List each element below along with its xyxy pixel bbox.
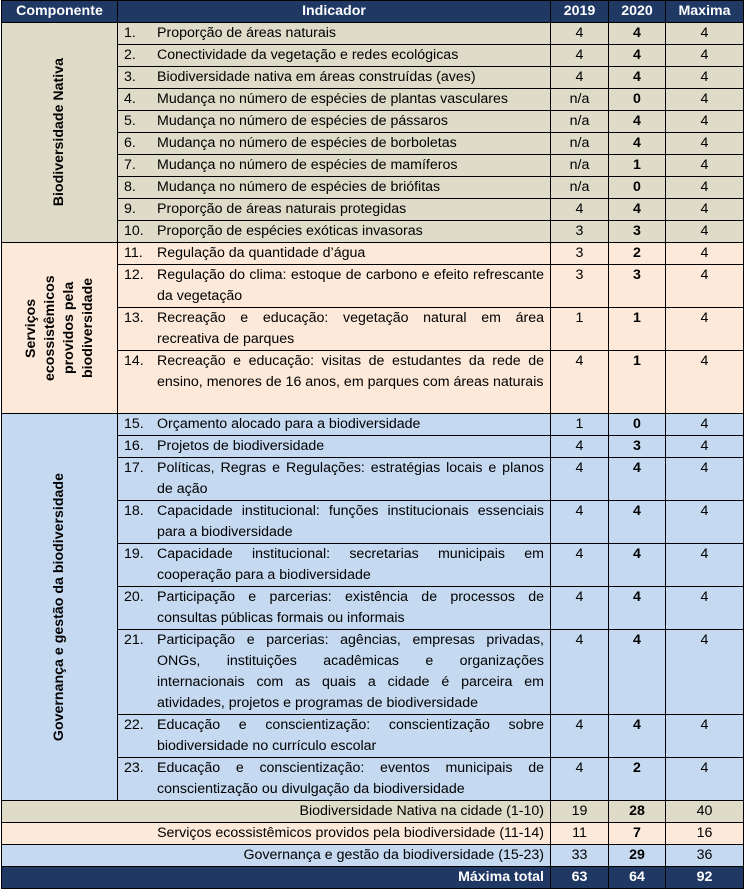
indicator-cell	[118, 308, 551, 351]
indicator-number: 18.	[124, 503, 144, 519]
indicator-text: Projetos de biodiversidade	[157, 438, 325, 454]
indicator-number: 23.	[124, 760, 144, 776]
indicator-number: 6.	[124, 135, 136, 151]
value-2019: 4	[551, 67, 609, 89]
indicator-cell	[118, 243, 551, 265]
value-2020: 4	[609, 544, 666, 587]
header-componente: Componente	[2, 1, 118, 23]
summary-2020: 28	[609, 801, 666, 823]
indicator-text: Mudança no número de espécies de plantas vasculares	[157, 91, 508, 107]
indicator-number: 15.	[124, 416, 144, 432]
indicator-cell	[118, 155, 551, 177]
indicator-number: 16.	[124, 438, 144, 454]
summary-row	[2, 823, 744, 845]
value-maxima: 4	[666, 23, 744, 45]
summary-maxima: 40	[666, 801, 744, 823]
indicator-number: 10.	[124, 223, 144, 239]
value-2019: 4	[551, 436, 609, 458]
indicator-number: 3.	[124, 69, 136, 85]
value-maxima: 4	[666, 177, 744, 199]
indicator-cell	[118, 133, 551, 155]
value-2020: 4	[609, 458, 666, 501]
value-2019: 4	[551, 630, 609, 715]
indicator-number: 17.	[124, 460, 144, 476]
summary-2019: 19	[551, 801, 609, 823]
component-label: Governança e gestão da biodiversidade	[51, 472, 67, 742]
value-2020: 4	[609, 111, 666, 133]
indicator-text: Orçamento alocado para a biodiversidade	[157, 416, 421, 432]
value-2019: 4	[551, 199, 609, 221]
value-maxima: 4	[666, 351, 744, 414]
value-maxima: 4	[666, 630, 744, 715]
indicator-number: 12.	[124, 267, 144, 283]
indicator-text: Biodiversidade nativa em áreas construídas (aves)	[157, 69, 476, 85]
indicator-cell	[118, 501, 551, 544]
indicator-cell	[118, 630, 551, 715]
value-2019: 4	[551, 544, 609, 587]
indicator-cell	[118, 587, 551, 630]
indicator-text: Mudança no número de espécies de mamíferos	[157, 157, 458, 173]
component-label: Biodiversidade Nativa	[51, 58, 67, 207]
summary-2019: 11	[551, 823, 609, 845]
indicator-number: 14.	[124, 353, 144, 369]
indicator-cell	[118, 221, 551, 243]
component-cell	[2, 414, 118, 801]
value-maxima: 4	[666, 436, 744, 458]
value-maxima: 4	[666, 265, 744, 308]
value-maxima: 4	[666, 199, 744, 221]
summary-label: Serviços ecossistêmicos providos pela biodiversidade (11-14)	[2, 823, 551, 845]
indicator-number: 20.	[124, 589, 144, 605]
value-2020: 1	[609, 155, 666, 177]
value-2019: 3	[551, 243, 609, 265]
header-maxima: Maxima	[666, 1, 744, 23]
value-maxima: 4	[666, 89, 744, 111]
indicator-cell	[118, 351, 551, 414]
value-2019: 4	[551, 587, 609, 630]
indicator-text: Regulação do clima: estoque de carbono e efeito refrescante da vegetação	[157, 267, 544, 304]
value-2020: 0	[609, 89, 666, 111]
indicator-number: 21.	[124, 632, 144, 648]
summary-2019: 33	[551, 845, 609, 867]
indicator-text: Políticas, Regras e Regulações: estratégias locais e planos de ação	[157, 460, 544, 497]
indicator-text: Recreação e educação: vegetação natural em área recreativa de parques	[157, 310, 544, 347]
value-2019: 4	[551, 758, 609, 801]
total-2020: 64	[609, 867, 666, 889]
table-row	[2, 23, 744, 45]
summary-row	[2, 845, 744, 867]
component-label: Serviços ecossistêmicos providos pela biodiversidade	[22, 275, 96, 381]
value-2020: 4	[609, 133, 666, 155]
indicator-text: Educação e conscientização: conscientização sobre biodiversidade no currículo escolar	[157, 717, 544, 754]
summary-2020: 29	[609, 845, 666, 867]
value-2020: 3	[609, 436, 666, 458]
summary-maxima: 36	[666, 845, 744, 867]
indicator-text: Educação e conscientização: eventos municipais de conscientização ou divulgação da biodiversidade	[157, 760, 544, 797]
value-2020: 3	[609, 265, 666, 308]
value-2019: 3	[551, 265, 609, 308]
value-maxima: 4	[666, 308, 744, 351]
summary-label: Biodiversidade Nativa na cidade (1-10)	[2, 801, 551, 823]
total-label: Máxima total	[2, 867, 551, 889]
header-2019: 2019	[551, 1, 609, 23]
indicator-cell	[118, 544, 551, 587]
summary-row	[2, 801, 744, 823]
indicator-text: Participação e parcerias: agências, empresas privadas, ONGs, instituições acadêmicas e organizações internacionais com as quais a cidade é parceira em atividades, projetos e programas de biodiversidade	[157, 632, 544, 711]
value-maxima: 4	[666, 544, 744, 587]
value-2019: n/a	[551, 155, 609, 177]
indicator-cell	[118, 265, 551, 308]
indicator-text: Proporção de áreas naturais	[157, 25, 337, 41]
value-2019: 4	[551, 715, 609, 758]
value-2020: 1	[609, 308, 666, 351]
indicator-text: Capacidade institucional: funções institucionais essenciais para a biodiversidade	[157, 503, 544, 540]
summary-maxima: 16	[666, 823, 744, 845]
value-2019: 1	[551, 308, 609, 351]
value-2020: 4	[609, 45, 666, 67]
indicator-text: Mudança no número de espécies de borboletas	[157, 135, 457, 151]
indicator-number: 2.	[124, 47, 136, 63]
indicator-cell	[118, 414, 551, 436]
value-2019: 1	[551, 414, 609, 436]
indicator-text: Regulação da quantidade d’água	[157, 245, 366, 261]
value-maxima: 4	[666, 111, 744, 133]
value-2019: 4	[551, 458, 609, 501]
value-2019: n/a	[551, 111, 609, 133]
indicator-text: Proporção de espécies exóticas invasoras	[157, 223, 423, 239]
indicator-number: 11.	[124, 245, 143, 261]
indicator-cell	[118, 436, 551, 458]
value-2019: n/a	[551, 133, 609, 155]
indicator-cell	[118, 177, 551, 199]
value-2019: 4	[551, 45, 609, 67]
indicator-text: Mudança no número de espécies de pássaros	[157, 113, 449, 129]
indicator-number: 5.	[124, 113, 136, 129]
indicator-number: 4.	[124, 91, 136, 107]
value-2020: 1	[609, 351, 666, 414]
value-maxima: 4	[666, 458, 744, 501]
indicator-text: Mudança no número de espécies de briófitas	[157, 179, 441, 195]
value-maxima: 4	[666, 414, 744, 436]
value-maxima: 4	[666, 501, 744, 544]
summary-label: Governança e gestão da biodiversidade (15-23)	[2, 845, 551, 867]
header-indicador: Indicador	[118, 1, 551, 23]
value-2019: n/a	[551, 177, 609, 199]
header-2020: 2020	[609, 1, 666, 23]
value-2020: 2	[609, 243, 666, 265]
indicator-cell	[118, 89, 551, 111]
value-2020: 4	[609, 587, 666, 630]
indicator-cell	[118, 111, 551, 133]
value-2020: 2	[609, 758, 666, 801]
indicator-number: 8.	[124, 179, 136, 195]
indicator-number: 1.	[124, 25, 136, 41]
value-2020: 3	[609, 221, 666, 243]
indicator-text: Proporção de áreas naturais protegidas	[157, 201, 407, 217]
value-2019: n/a	[551, 89, 609, 111]
value-maxima: 4	[666, 715, 744, 758]
value-2020: 4	[609, 23, 666, 45]
component-cell	[2, 23, 118, 243]
value-maxima: 4	[666, 155, 744, 177]
total-maxima: 92	[666, 867, 744, 889]
value-maxima: 4	[666, 133, 744, 155]
total-row	[2, 867, 744, 889]
indicator-cell	[118, 199, 551, 221]
indicator-text: Participação e parcerias: existência de processos de consultas públicas formais ou informais	[157, 589, 544, 626]
total-2019: 63	[551, 867, 609, 889]
summary-2020: 7	[609, 823, 666, 845]
indicator-number: 7.	[124, 157, 136, 173]
table-row	[2, 243, 744, 265]
value-maxima: 4	[666, 221, 744, 243]
value-2020: 4	[609, 630, 666, 715]
value-maxima: 4	[666, 67, 744, 89]
value-maxima: 4	[666, 758, 744, 801]
value-2020: 0	[609, 414, 666, 436]
table-row	[2, 414, 744, 436]
indicator-number: 13.	[124, 310, 144, 326]
indicator-number: 19.	[124, 546, 144, 562]
value-maxima: 4	[666, 243, 744, 265]
component-cell	[2, 243, 118, 414]
value-2019: 4	[551, 351, 609, 414]
indicator-cell	[118, 715, 551, 758]
table-header-row	[2, 1, 744, 23]
value-2020: 4	[609, 67, 666, 89]
value-maxima: 4	[666, 45, 744, 67]
value-2019: 3	[551, 221, 609, 243]
value-maxima: 4	[666, 587, 744, 630]
indicator-table	[1, 0, 744, 889]
value-2020: 4	[609, 501, 666, 544]
indicator-text: Recreação e educação: visitas de estudantes da rede de ensino, menores de 16 anos, em parques com áreas naturais	[157, 353, 544, 390]
value-2020: 4	[609, 199, 666, 221]
indicator-number: 9.	[124, 201, 136, 217]
value-2020: 4	[609, 715, 666, 758]
indicator-cell	[118, 23, 551, 45]
value-2020: 0	[609, 177, 666, 199]
indicator-cell	[118, 45, 551, 67]
indicator-number: 22.	[124, 717, 144, 733]
indicator-cell	[118, 67, 551, 89]
indicator-text: Conectividade da vegetação e redes ecológicas	[157, 47, 459, 63]
indicator-cell	[118, 758, 551, 801]
indicator-cell	[118, 458, 551, 501]
value-2019: 4	[551, 23, 609, 45]
indicator-text: Capacidade institucional: secretarias municipais em cooperação para a biodiversidade	[157, 546, 544, 583]
value-2019: 4	[551, 501, 609, 544]
